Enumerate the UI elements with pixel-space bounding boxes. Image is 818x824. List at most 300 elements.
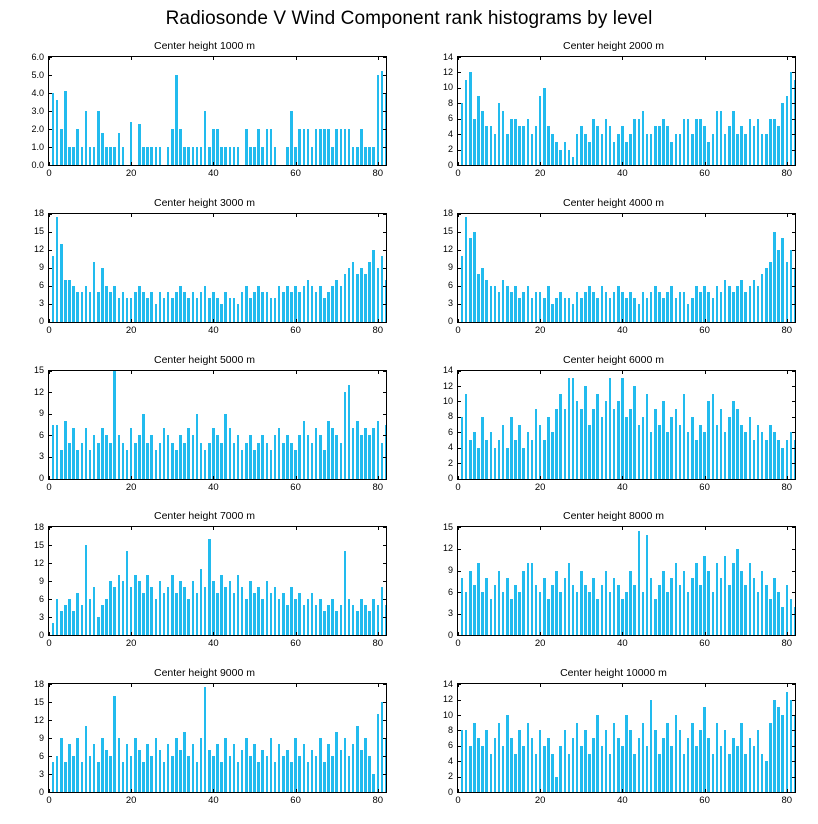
- y-axis-tick-label: 9: [38, 732, 44, 743]
- bar: [642, 292, 645, 322]
- y-axis-tick: [383, 702, 387, 703]
- bar: [307, 129, 310, 165]
- y-axis-tick: [48, 756, 52, 757]
- x-axis-tick-label: 40: [208, 168, 219, 179]
- bar: [777, 126, 780, 165]
- bar: [794, 607, 796, 636]
- bar: [736, 746, 739, 792]
- y-axis-tick-label: 10: [442, 709, 453, 720]
- bar-series: [458, 214, 795, 322]
- bar: [348, 268, 351, 322]
- bar: [381, 587, 384, 635]
- y-axis-tick-label: 0: [38, 786, 44, 797]
- bar: [670, 746, 673, 792]
- bar: [564, 142, 567, 165]
- panel-title: Center height 10000 m: [560, 667, 667, 680]
- y-axis-tick: [48, 111, 52, 112]
- y-axis-tick-label: 3: [38, 611, 44, 622]
- bar: [716, 111, 719, 165]
- bar: [142, 147, 145, 165]
- bar: [572, 304, 575, 322]
- bar: [319, 286, 322, 322]
- bar: [740, 723, 743, 792]
- bar: [204, 111, 207, 165]
- bar: [335, 732, 338, 792]
- bar: [56, 217, 59, 322]
- y-axis-tick: [48, 93, 52, 94]
- bar: [761, 754, 764, 793]
- x-axis-tick-label: 80: [781, 168, 793, 179]
- bar: [303, 129, 306, 165]
- bar: [736, 286, 739, 322]
- bar: [568, 298, 571, 322]
- bar: [740, 571, 743, 636]
- bar: [781, 448, 784, 479]
- y-axis-tick: [383, 165, 387, 166]
- bar: [155, 738, 158, 792]
- bar: [502, 111, 505, 165]
- bar: [522, 126, 525, 165]
- bar: [179, 286, 182, 322]
- bar: [187, 298, 190, 322]
- bar: [97, 762, 100, 792]
- bar: [662, 298, 665, 322]
- bar: [183, 443, 186, 479]
- plot-area: [48, 370, 387, 480]
- bar: [64, 280, 67, 322]
- bar: [601, 417, 604, 479]
- bar: [790, 432, 793, 478]
- bar: [485, 126, 488, 165]
- bar: [539, 592, 542, 635]
- x-axis-tick-label: 80: [781, 324, 793, 336]
- bar: [278, 744, 281, 792]
- bar: [109, 292, 112, 322]
- bar: [146, 575, 149, 635]
- bar: [237, 762, 240, 792]
- bar: [720, 111, 723, 165]
- bar: [551, 432, 554, 478]
- bar: [666, 126, 669, 165]
- bar: [109, 443, 112, 479]
- bar: [200, 443, 203, 479]
- bar: [720, 746, 723, 792]
- x-axis-tick: [622, 632, 623, 636]
- bar: [122, 443, 125, 479]
- plot-area: [457, 683, 796, 793]
- bar: [461, 103, 464, 165]
- x-axis-tick: [49, 56, 50, 60]
- bar: [163, 298, 166, 322]
- bar: [596, 126, 599, 165]
- bar: [282, 443, 285, 479]
- bar: [629, 571, 632, 636]
- x-axis-tick: [213, 683, 214, 687]
- y-axis-tick-label: 0: [447, 629, 453, 640]
- panel-title: Center height 5000 m: [154, 353, 255, 366]
- panel-title: Center height 4000 m: [563, 196, 664, 209]
- plot-area: [457, 56, 796, 166]
- x-axis-tick: [787, 370, 788, 374]
- x-axis-tick: [705, 162, 706, 166]
- bar: [786, 262, 789, 322]
- x-axis-tick: [378, 213, 379, 217]
- bar: [592, 119, 595, 165]
- y-axis-tick-label: 0: [38, 629, 44, 640]
- x-axis-tick-label: 0: [455, 324, 461, 336]
- y-axis-tick: [383, 392, 387, 393]
- x-axis-tick: [49, 632, 50, 636]
- y-axis-tick: [457, 250, 461, 251]
- bar: [245, 443, 248, 479]
- x-axis-tick-label: 40: [208, 324, 219, 336]
- bar: [490, 599, 493, 635]
- chart-panel: [0, 354, 409, 511]
- bar: [101, 268, 104, 322]
- y-axis-tick: [457, 119, 461, 120]
- bar: [720, 409, 723, 478]
- x-axis-tick: [540, 632, 541, 636]
- bar: [364, 738, 367, 792]
- bar: [707, 142, 710, 165]
- x-axis-tick: [705, 526, 706, 530]
- bar: [134, 575, 137, 635]
- bar: [633, 386, 636, 479]
- x-axis-tick: [622, 370, 623, 374]
- bar: [633, 754, 636, 793]
- x-axis-tick: [131, 632, 132, 636]
- bar: [208, 147, 211, 165]
- y-axis-tick: [383, 93, 387, 94]
- bar: [794, 715, 796, 792]
- bar: [113, 587, 116, 635]
- bar: [150, 292, 153, 322]
- x-axis-tick: [458, 683, 459, 687]
- bar: [625, 298, 628, 322]
- bar: [344, 274, 347, 322]
- y-axis-tick-label: 4: [447, 755, 453, 766]
- bar: [237, 147, 240, 165]
- y-axis-tick: [383, 527, 387, 528]
- y-axis-tick: [48, 545, 52, 546]
- x-axis-tick-label: 80: [781, 795, 793, 807]
- bar: [278, 286, 281, 322]
- bar: [646, 535, 649, 636]
- y-axis-tick: [792, 286, 796, 287]
- bar: [298, 756, 301, 792]
- bar: [56, 756, 59, 792]
- panel-title: Center height 3000 m: [154, 196, 255, 209]
- x-axis-tick: [540, 476, 541, 480]
- y-axis-tick: [792, 214, 796, 215]
- x-axis-tick: [213, 526, 214, 530]
- x-axis-tick: [296, 526, 297, 530]
- bar: [315, 292, 318, 322]
- bar: [344, 551, 347, 635]
- y-axis-tick-label: 15: [33, 696, 44, 707]
- y-axis-tick: [383, 147, 387, 148]
- y-axis-tick: [792, 304, 796, 305]
- bar: [679, 292, 682, 322]
- bar: [307, 280, 310, 322]
- bar: [327, 292, 330, 322]
- y-axis-tick-label: 14: [442, 51, 453, 62]
- bar: [307, 435, 310, 478]
- bar: [315, 428, 318, 478]
- bar: [290, 762, 293, 792]
- bar: [348, 129, 351, 165]
- bar: [192, 744, 195, 792]
- bar: [348, 599, 351, 635]
- bar: [130, 756, 133, 792]
- bar: [368, 756, 371, 792]
- bar: [605, 119, 608, 165]
- bar: [204, 587, 207, 635]
- bar: [60, 244, 63, 322]
- bar: [323, 298, 326, 322]
- bar: [485, 280, 488, 322]
- bar: [547, 126, 550, 165]
- y-axis-tick: [48, 414, 52, 415]
- bar: [683, 394, 686, 479]
- bar: [64, 421, 67, 479]
- bar: [716, 563, 719, 635]
- bar: [171, 443, 174, 479]
- bar: [93, 262, 96, 322]
- bar: [477, 563, 480, 635]
- x-axis-tick-label: 60: [290, 481, 301, 493]
- bar: [679, 134, 682, 165]
- plot-area: [48, 526, 387, 636]
- bar: [518, 425, 521, 479]
- bar: [740, 425, 743, 479]
- bar: [159, 147, 162, 165]
- bar: [270, 593, 273, 635]
- bar: [159, 750, 162, 792]
- bar: [163, 428, 166, 478]
- bar: [245, 738, 248, 792]
- bar: [601, 134, 604, 165]
- bar: [535, 126, 538, 165]
- bar: [356, 611, 359, 635]
- bar: [323, 762, 326, 792]
- bar: [64, 762, 67, 792]
- bar: [335, 280, 338, 322]
- bar: [650, 432, 653, 478]
- bar: [576, 592, 579, 635]
- bar: [278, 599, 281, 635]
- y-axis-tick: [48, 738, 52, 739]
- bar: [703, 126, 706, 165]
- bar: [658, 425, 661, 479]
- bar: [498, 571, 501, 636]
- x-axis-tick-label: 20: [125, 795, 137, 807]
- bar: [605, 292, 608, 322]
- bar: [85, 726, 88, 792]
- y-axis-tick-label: 12: [33, 557, 44, 568]
- bar: [331, 147, 334, 165]
- bar: [331, 286, 334, 322]
- bar: [687, 738, 690, 792]
- bar: [159, 581, 162, 635]
- bar: [344, 129, 347, 165]
- y-axis-tick: [383, 435, 387, 436]
- x-axis-tick: [787, 213, 788, 217]
- bar: [52, 425, 55, 479]
- bar: [253, 147, 256, 165]
- bar: [576, 134, 579, 165]
- bar: [646, 298, 649, 322]
- bar: [481, 417, 484, 479]
- x-axis-tick: [296, 162, 297, 166]
- bar: [68, 443, 71, 479]
- bar: [629, 292, 632, 322]
- y-axis-tick-label: 12: [33, 714, 44, 725]
- bar: [596, 715, 599, 792]
- bar: [323, 611, 326, 635]
- bar: [72, 756, 75, 792]
- x-axis-tick: [458, 319, 459, 323]
- bar: [85, 286, 88, 322]
- bar: [257, 587, 260, 635]
- bar: [216, 593, 219, 635]
- bar: [101, 133, 104, 165]
- bar: [732, 292, 735, 322]
- bar: [130, 587, 133, 635]
- y-axis-tick: [383, 57, 387, 58]
- bar: [122, 292, 125, 322]
- bar: [551, 304, 554, 322]
- bar: [547, 738, 550, 792]
- bar: [179, 435, 182, 478]
- y-axis-tick: [383, 371, 387, 372]
- x-axis-tick: [296, 789, 297, 793]
- x-axis-tick: [131, 683, 132, 687]
- bar: [241, 450, 244, 479]
- y-axis-tick: [792, 432, 796, 433]
- y-axis-tick-label: 0: [38, 473, 44, 484]
- bar: [122, 581, 125, 635]
- bar: [130, 428, 133, 478]
- x-axis-tick-label: 20: [534, 638, 546, 650]
- bar: [531, 298, 534, 322]
- y-axis-tick: [457, 72, 461, 73]
- bar: [724, 556, 727, 635]
- bar: [155, 450, 158, 479]
- bar: [617, 286, 620, 322]
- bar: [385, 738, 387, 792]
- bar: [105, 286, 108, 322]
- bar: [72, 428, 75, 478]
- bar: [212, 581, 215, 635]
- y-axis-tick: [792, 268, 796, 269]
- bar: [461, 256, 464, 322]
- bar: [352, 147, 355, 165]
- bar: [658, 754, 661, 793]
- bar: [200, 292, 203, 322]
- bar: [89, 599, 92, 635]
- bar: [266, 581, 269, 635]
- bar: [229, 298, 232, 322]
- bar: [518, 126, 521, 165]
- bar: [81, 292, 84, 322]
- bar: [216, 129, 219, 165]
- bar: [64, 605, 67, 635]
- bar: [687, 432, 690, 478]
- y-axis-tick-label: 6: [38, 750, 44, 761]
- bar: [167, 744, 170, 792]
- bar: [683, 754, 686, 793]
- bar: [323, 450, 326, 479]
- y-axis-tick-label: 2: [447, 144, 453, 155]
- bar-series: [49, 214, 386, 322]
- y-axis-tick: [792, 730, 796, 731]
- x-axis-tick: [622, 162, 623, 166]
- bar: [196, 593, 199, 635]
- y-axis-tick-label: 8: [447, 411, 453, 422]
- bar: [481, 746, 484, 792]
- bar: [294, 450, 297, 479]
- bar: [118, 575, 121, 635]
- y-axis-tick-label: 15: [33, 539, 44, 550]
- bar: [220, 575, 223, 635]
- panel-title: Center height 7000 m: [154, 510, 255, 523]
- bar: [381, 256, 384, 322]
- bar: [72, 286, 75, 322]
- bar: [601, 746, 604, 792]
- bar: [270, 298, 273, 322]
- x-axis-tick-label: 20: [125, 481, 137, 493]
- bar: [60, 738, 63, 792]
- bar: [781, 103, 784, 165]
- bar: [679, 585, 682, 635]
- y-axis-tick: [48, 617, 52, 618]
- bar: [81, 762, 84, 792]
- bar: [101, 428, 104, 478]
- bar: [744, 585, 747, 635]
- bar: [654, 599, 657, 635]
- bar: [469, 440, 472, 479]
- bar: [777, 592, 780, 635]
- bar: [196, 147, 199, 165]
- x-axis-tick: [49, 476, 50, 480]
- bar: [650, 700, 653, 793]
- x-axis-tick: [705, 476, 706, 480]
- panel-grid: [0, 40, 818, 824]
- x-axis-tick: [131, 56, 132, 60]
- bar: [368, 611, 371, 635]
- bar: [609, 126, 612, 165]
- bar: [377, 75, 380, 165]
- y-axis-tick-label: 18: [33, 678, 44, 689]
- bar: [253, 593, 256, 635]
- bar: [749, 417, 752, 479]
- bar: [633, 298, 636, 322]
- bar: [266, 756, 269, 792]
- bar: [481, 111, 484, 165]
- bar: [687, 304, 690, 322]
- bar: [146, 443, 149, 479]
- bar: [200, 738, 203, 792]
- bar: [469, 238, 472, 322]
- bar: [773, 232, 776, 322]
- x-axis-tick: [296, 370, 297, 374]
- bar: [494, 585, 497, 635]
- bar: [469, 72, 472, 165]
- bar: [625, 142, 628, 165]
- bar: [629, 134, 632, 165]
- bar: [613, 578, 616, 636]
